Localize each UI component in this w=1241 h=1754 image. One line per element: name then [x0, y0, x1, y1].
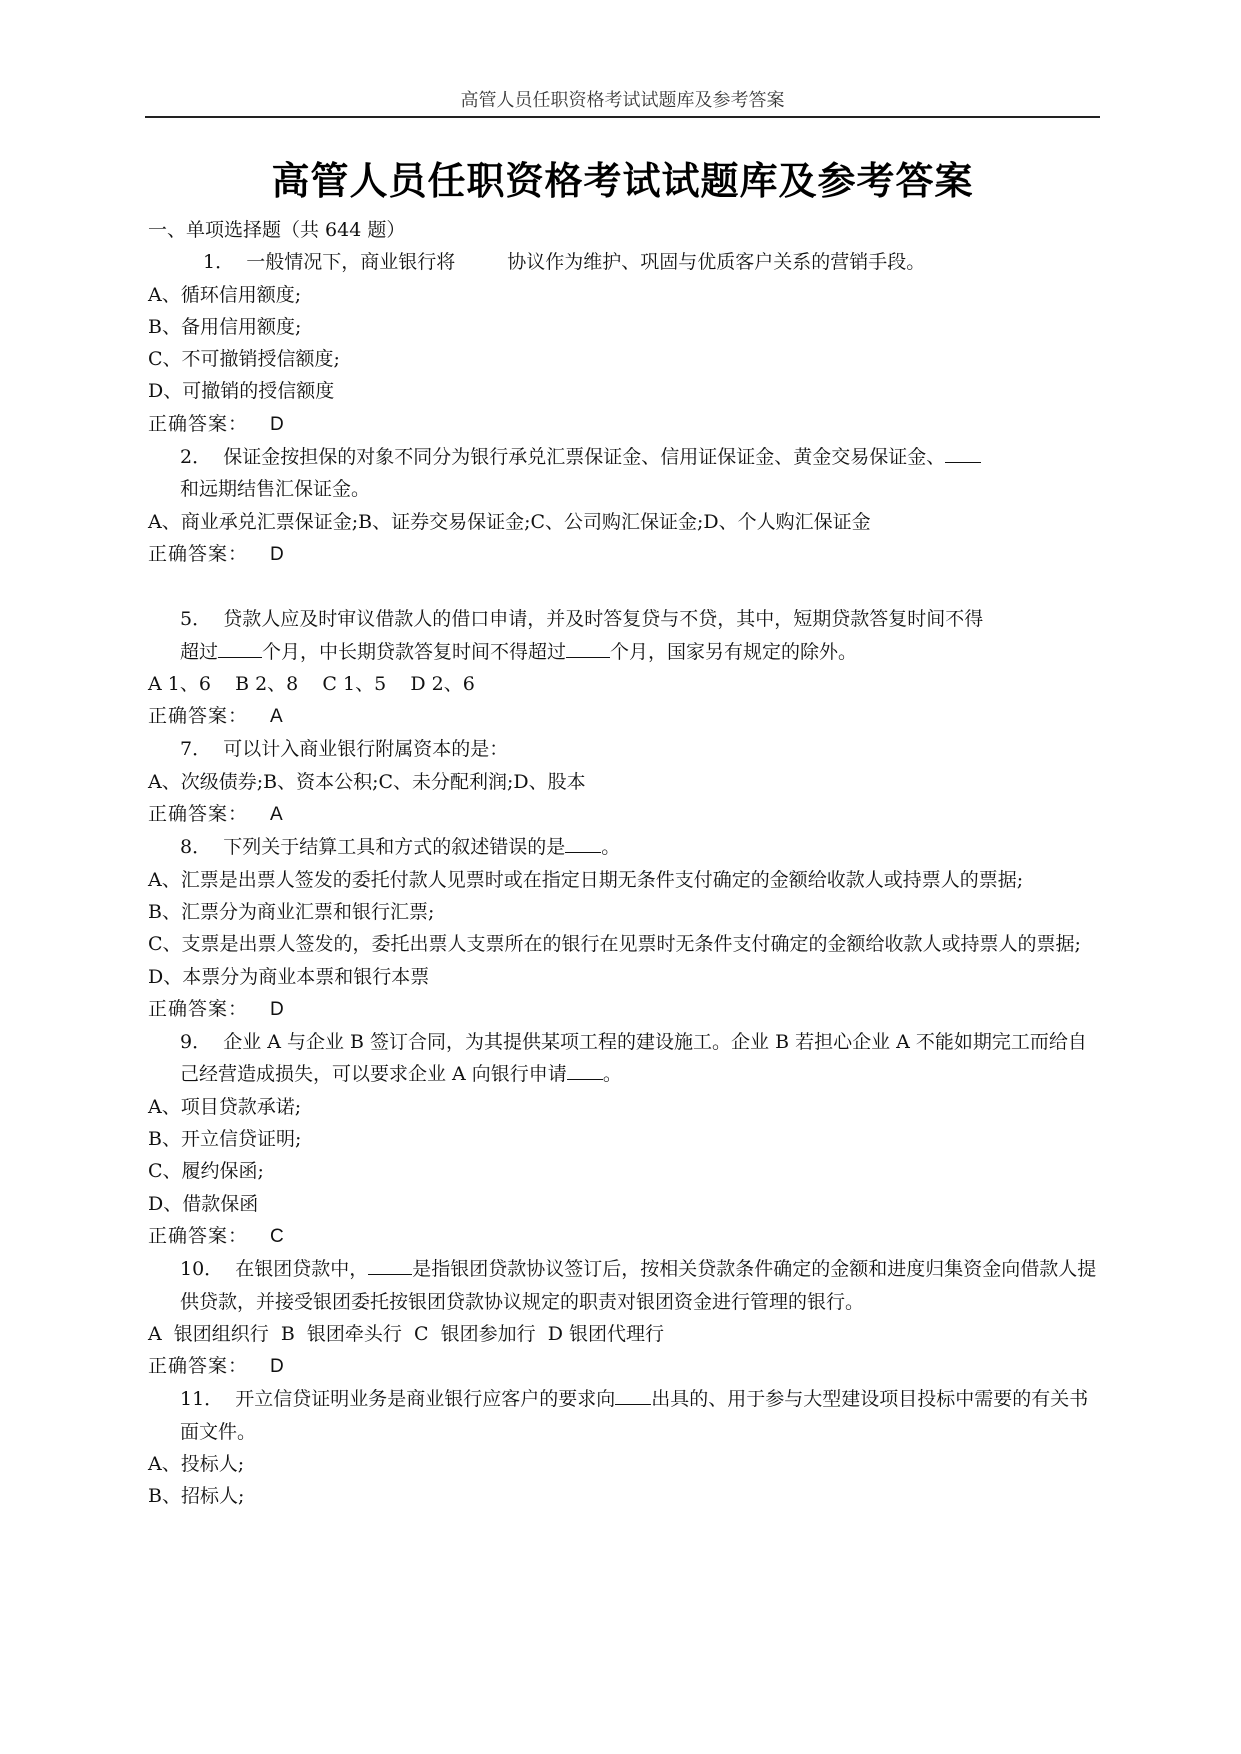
question-5 [148, 603, 1100, 668]
answer-line [148, 700, 1100, 733]
question-text: 。 [601, 836, 621, 859]
question-number: 7． [180, 738, 212, 761]
question-text: 一般情况下，商业银行将 [246, 251, 456, 274]
question-10 [148, 1253, 1100, 1318]
question-number: 5． [180, 608, 212, 631]
answer-line [148, 798, 1100, 831]
document-title: 高管人员任职资格考试试题库及参考答案 [271, 158, 974, 203]
answer-blank [368, 1254, 412, 1275]
question-text: 下列关于结算工具和方式的叙述错误的是 [223, 836, 566, 859]
option: D、本票分为商业本票和银行本票 [148, 965, 430, 988]
question-text: 个月，国家另有规定的除外。 [610, 640, 858, 663]
question-1 [148, 246, 1100, 278]
question-number: 8． [180, 836, 212, 859]
option: D、可撤销的授信额度 [148, 380, 335, 403]
answer-label: 正确答案： [148, 1355, 249, 1378]
option: B、汇票分为商业汇票和银行汇票; [148, 900, 435, 923]
option: B、招标人; [148, 1485, 245, 1508]
answer-value: D [270, 1356, 284, 1378]
answer-blank [945, 442, 981, 463]
option: A、投标人; [148, 1452, 245, 1475]
running-header: 高管人员任职资格考试试题库及参考答案 [145, 86, 1100, 118]
question-text: 开立信贷证明业务是商业银行应客户的要求向 [235, 1388, 616, 1411]
question-number: 9． [180, 1031, 212, 1054]
option: C、不可撤销授信额度; [148, 348, 340, 371]
question-text: 保证金按担保的对象不同分为银行承兑汇票保证金、信用证保证金、黄金交易保证金、 [223, 446, 946, 469]
option: A、项目贷款承诺; [148, 1095, 302, 1118]
question-text: 贷款人应及时审议借款人的借口申请，并及时答复贷与不贷，其中，短期贷款答复时间不得 [223, 608, 984, 631]
answer-value: C [270, 1225, 284, 1247]
question-number: 1． [203, 251, 235, 274]
option: D、借款保函 [148, 1192, 259, 1215]
answer-value: A [270, 804, 283, 826]
answer-label: 正确答案： [148, 542, 249, 565]
answer-value: D [270, 543, 284, 565]
answer-value: D [270, 998, 284, 1020]
question-9 [148, 1026, 1100, 1091]
option: A、商业承兑汇票保证金;B、证券交易保证金;C、公司购汇保证金;D、个人购汇保证金 [148, 510, 871, 533]
option: A、次级债券;B、资本公积;C、未分配利润;D、股本 [148, 770, 586, 793]
question-text: 是指银团贷款协议签订后，按相关贷款条件确定的金额和进度归集资金向借款人提供贷款，并接受银团委托按银团贷款协议规定的职责对银团资金进行管理的银行。 [180, 1258, 1097, 1313]
option: A、循环信用额度; [148, 283, 302, 306]
question-text: 可以计入商业银行附属资本的是： [223, 738, 509, 761]
question-text: 在银团贷款中， [235, 1258, 369, 1281]
question-text: 超过 [180, 640, 219, 663]
blank-space [148, 571, 1100, 603]
answer-line [148, 408, 1100, 441]
answer-line [148, 1220, 1100, 1253]
answer-label: 正确答案： [148, 997, 249, 1020]
answer-value: D [270, 413, 284, 435]
section-heading: 一、单项选择题（共 644 题） [148, 219, 406, 241]
answer-blank [565, 832, 601, 853]
answer-label: 正确答案： [148, 412, 249, 435]
option: B、开立信贷证明; [148, 1128, 302, 1151]
question-8 [148, 831, 1100, 863]
answer-blank [615, 1384, 651, 1405]
answer-line [148, 538, 1100, 571]
question-text: 协议作为维护、巩固与优质客户关系的营销手段。 [507, 251, 926, 274]
question-7 [148, 733, 1100, 765]
option: A 1、6 B 2、8 C 1、5 D 2、6 [148, 672, 475, 695]
question-text: 。 [602, 1063, 622, 1086]
answer-line [148, 993, 1100, 1026]
answer-line [148, 1350, 1100, 1383]
question-text: 企业 A 与企业 B 签订合同，为其提供某项工程的建设施工。企业 B 若担心企业 A 不能如期完工而给自己经营造成损失，可以要求企业 A 向银行申请 [180, 1031, 1087, 1086]
answer-blank [567, 1059, 603, 1080]
option: A、汇票是出票人签发的委托付款人见票时或在指定日期无条件支付确定的金额给收款人或持票人的票据; [148, 868, 1024, 891]
question-text: 和远期结售汇保证金。 [180, 478, 371, 501]
option: C、支票是出票人签发的，委托出票人支票所在的银行在见票时无条件支付确定的金额给收款人或持票人的票据; [148, 933, 1081, 956]
answer-label: 正确答案： [148, 705, 249, 728]
option: A 银团组织行 B 银团牵头行 C 银团参加行 D 银团代理行 [148, 1322, 664, 1345]
answer-label: 正确答案： [148, 1224, 249, 1247]
answer-blank [566, 637, 610, 658]
question-11 [148, 1383, 1100, 1448]
question-number: 2． [180, 446, 212, 469]
answer-value: A [270, 706, 283, 728]
option: C、履约保函; [148, 1160, 264, 1183]
question-number: 11． [180, 1388, 224, 1411]
answer-blank [218, 637, 262, 658]
question-number: 10． [180, 1258, 224, 1281]
question-text: 出具的、用于参与大型建设项目投标中需要的有关书面文件。 [180, 1388, 1089, 1443]
option: B、备用信用额度; [148, 315, 302, 338]
document-body [148, 214, 1100, 1513]
question-2 [148, 441, 1100, 506]
question-text: 个月，中长期贷款答复时间不得超过 [262, 640, 567, 663]
answer-label: 正确答案： [148, 803, 249, 826]
